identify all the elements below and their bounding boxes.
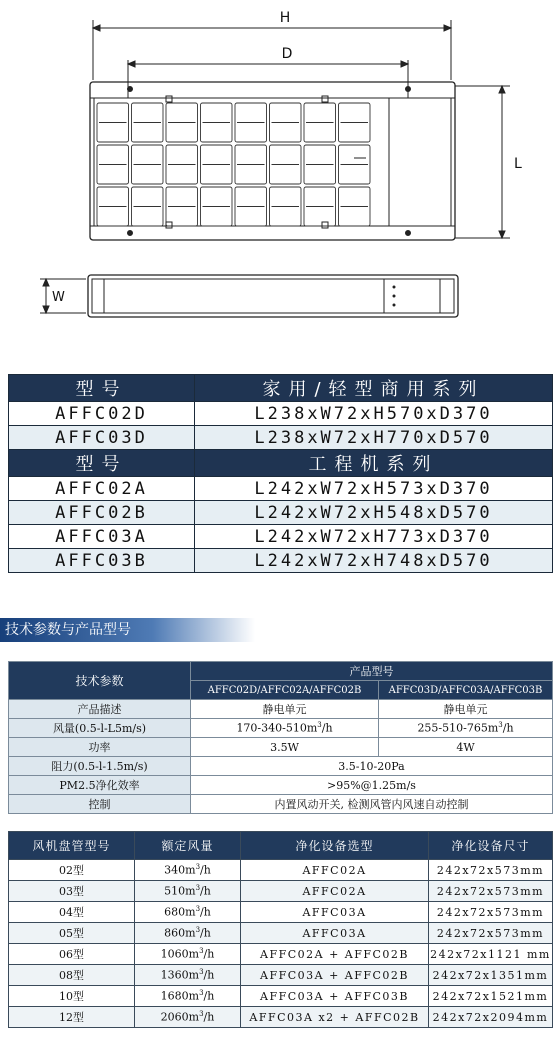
table-row: [9, 986, 553, 1007]
param-label: 风量(0.5-l-L5m/s): [9, 719, 191, 738]
rated-flow: $1060m^3/h$: [135, 944, 241, 965]
device-selection: AFFC03A + AFFC02B: [241, 965, 429, 986]
param-label: 阻力(0.5-l-1.5m/s): [9, 757, 191, 776]
device-size: 242x72x1521mm: [429, 986, 553, 1007]
param-value-b: 4W: [379, 738, 553, 757]
model-dims: L238xW72xH770xD570: [195, 426, 553, 450]
device-size: 242x72x573mm: [429, 923, 553, 944]
param-label: PM2.5净化效率: [9, 776, 191, 795]
rated-flow: $860m^3/h$: [135, 923, 241, 944]
table-row: [9, 881, 553, 902]
rated-flow: $510m^3/h$: [135, 881, 241, 902]
device-size: 242x72x1121 mm: [429, 944, 553, 965]
param-value: 3.5-10-20Pa: [191, 757, 553, 776]
section-title: 技术参数与产品型号: [0, 618, 255, 642]
fan-model: 08型: [9, 965, 135, 986]
technical-drawing: [0, 0, 560, 345]
model-name: AFFC02D: [9, 402, 195, 426]
model-row: [9, 477, 553, 501]
param-value: >95%@1.25m/s: [191, 776, 553, 795]
model-group-a: AFFC02D/AFFC02A/AFFC02B: [191, 681, 379, 700]
device-size: 242x72x573mm: [429, 881, 553, 902]
device-size: 242x72x573mm: [429, 902, 553, 923]
model-row: [9, 549, 553, 573]
table-row: [9, 923, 553, 944]
fan-model: 06型: [9, 944, 135, 965]
model-name: AFFC03D: [9, 426, 195, 450]
params-row: [9, 719, 553, 738]
param-label: 功率: [9, 738, 191, 757]
header-fan-model: 风机盘管型号: [9, 832, 135, 860]
rated-flow: $2060m^3/h$: [135, 1007, 241, 1028]
header-rated-flow: 额定风量: [135, 832, 241, 860]
model-dims: L242xW72xH573xD370: [195, 477, 553, 501]
device-selection: AFFC02A + AFFC02B: [241, 944, 429, 965]
dim-w-label: W: [52, 290, 65, 305]
device-size: 242x72x2094mm: [429, 1007, 553, 1028]
tech-params-label: 技术参数: [9, 662, 191, 700]
rated-flow: $1360m^3/h$: [135, 965, 241, 986]
params-row: [9, 776, 553, 795]
fan-coil-table: [8, 831, 553, 1028]
model-name: AFFC03B: [9, 549, 195, 573]
fan-model: 10型: [9, 986, 135, 1007]
model-dims: L242xW72xH748xD570: [195, 549, 553, 573]
device-selection: AFFC02A: [241, 860, 429, 881]
device-selection: AFFC02A: [241, 881, 429, 902]
device-size: 242x72x1351mm: [429, 965, 553, 986]
params-table: [8, 661, 553, 814]
table-row: [9, 965, 553, 986]
models-header-row: [9, 450, 553, 477]
rated-flow: $680m^3/h$: [135, 902, 241, 923]
model-dims: L238xW72xH570xD370: [195, 402, 553, 426]
fan-model: 12型: [9, 1007, 135, 1028]
params-header-row: [9, 662, 553, 681]
device-selection: AFFC03A: [241, 902, 429, 923]
product-model-label: 产品型号: [191, 662, 553, 681]
model-row: [9, 525, 553, 549]
header-device-selection: 净化设备选型: [241, 832, 429, 860]
header-series: 家用/轻型商用系列: [195, 375, 553, 402]
device-selection: AFFC03A: [241, 923, 429, 944]
model-name: AFFC02A: [9, 477, 195, 501]
params-row: [9, 738, 553, 757]
header-series: 工程机系列: [195, 450, 553, 477]
header-device-size: 净化设备尺寸: [429, 832, 553, 860]
fan-model: 02型: [9, 860, 135, 881]
device-size: 242x72x573mm: [429, 860, 553, 881]
param-value-a: 静电单元: [191, 700, 379, 719]
model-name: AFFC02B: [9, 501, 195, 525]
model-dims: L242xW72xH548xD570: [195, 501, 553, 525]
table-row: [9, 1007, 553, 1028]
model-row: [9, 426, 553, 450]
device-selection: AFFC03A + AFFC03B: [241, 986, 429, 1007]
dim-h-label: H: [279, 10, 291, 26]
param-label: 控制: [9, 795, 191, 814]
param-value: 内置风动开关, 检测风管内风速自动控制: [191, 795, 553, 814]
params-row: [9, 757, 553, 776]
models-header-row: [9, 375, 553, 402]
dim-d-label: D: [281, 46, 293, 62]
header-model: 型号: [9, 375, 195, 402]
model-row: [9, 402, 553, 426]
rated-flow: $1680m^3/h$: [135, 986, 241, 1007]
table-row: [9, 902, 553, 923]
models-table: [8, 374, 553, 573]
param-value-b: $255-510-765m^3/h$: [379, 719, 553, 738]
model-row: [9, 501, 553, 525]
params-row: [9, 700, 553, 719]
dim-l-label: L: [514, 156, 522, 172]
param-value-a: 3.5W: [191, 738, 379, 757]
fan-header-row: [9, 832, 553, 860]
params-row: [9, 795, 553, 814]
header-model: 型号: [9, 450, 195, 477]
param-value-b: 静电单元: [379, 700, 553, 719]
fan-model: 04型: [9, 902, 135, 923]
rated-flow: $340m^3/h$: [135, 860, 241, 881]
fan-model: 05型: [9, 923, 135, 944]
param-value-a: $170-340-510m^3/h$: [191, 719, 379, 738]
table-row: [9, 944, 553, 965]
model-group-b: AFFC03D/AFFC03A/AFFC03B: [379, 681, 553, 700]
model-name: AFFC03A: [9, 525, 195, 549]
param-label: 产品描述: [9, 700, 191, 719]
device-selection: AFFC03A x2 + AFFC02B: [241, 1007, 429, 1028]
table-row: [9, 860, 553, 881]
fan-model: 03型: [9, 881, 135, 902]
model-dims: L242xW72xH773xD370: [195, 525, 553, 549]
